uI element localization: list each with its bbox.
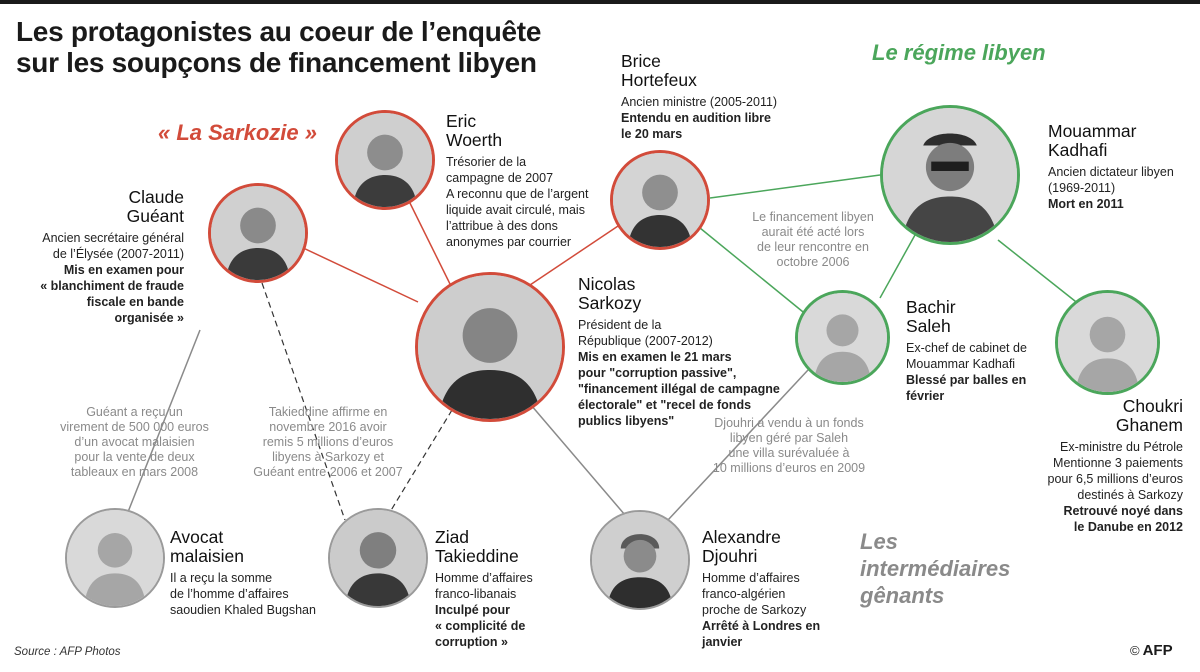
woerth-status-1: A reconnu que de l’argent [446, 187, 589, 201]
note-gueant-virement-line-2: virement de 500 000 euros [60, 420, 209, 434]
kadhafi-role-1: Ancien dictateur libyen [1048, 165, 1174, 179]
sarkozy-status-2: pour "corruption passive", [578, 366, 737, 380]
note-djouhri-villa-line-1: Djouhri a vendu à un fonds [714, 416, 864, 430]
afp-logo-text: AFP [1142, 642, 1173, 659]
takieddine-last-name: Takieddine [435, 546, 519, 566]
gueant-role-1: Ancien secrétaire général [42, 231, 184, 245]
group-label-intermediaires-line-1: Les [860, 529, 898, 554]
person-silhouette-icon [330, 510, 426, 606]
woerth-photo [335, 110, 435, 210]
person-silhouette-icon [592, 512, 688, 608]
note-takieddine-remis [243, 405, 413, 480]
saleh-status-1: Blessé par balles en [906, 373, 1027, 387]
djouhri-first-name: Alexandre [702, 527, 781, 547]
person-silhouette-icon [613, 153, 707, 247]
gueant-status-2: « blanchiment de fraude [40, 279, 184, 293]
gueant-first-name: Claude [128, 187, 184, 207]
note-gueant-virement-line-3: d’un avocat malaisien [74, 435, 195, 449]
group-label-regime: Le régime libyen [872, 40, 1046, 65]
saleh-info [906, 298, 1027, 404]
ghanem-role-3: pour 6,5 millions d’euros [1047, 472, 1183, 486]
gueant-name [14, 188, 184, 226]
title-line-1: Les protagonistes au coeur de l’enquête [16, 16, 542, 47]
sarkozy-status-5: publics libyens" [578, 414, 675, 428]
kadhafi-role-2: (1969-2011) [1048, 181, 1116, 195]
woerth-first-name: Eric [446, 111, 477, 131]
person-silhouette-icon [67, 510, 163, 606]
saleh-first-name: Bachir [906, 297, 956, 317]
note-financement-line-1: Le financement libyen [752, 210, 874, 224]
page-title [16, 16, 541, 78]
avocat-role-3: saoudien Khaled Bugshan [170, 603, 316, 617]
hortefeux-last-name: Hortefeux [621, 70, 697, 90]
hortefeux-status-1: Entendu en audition libre [621, 111, 771, 125]
note-djouhri-villa [700, 416, 878, 476]
group-label-intermediaires-line-2: intermédiaires [860, 556, 1011, 581]
takieddine-photo [328, 508, 428, 608]
hortefeux-name [621, 52, 777, 90]
note-takieddine-remis-line-1: Takieddine affirme en [268, 405, 388, 419]
woerth-status-2: liquide avait circulé, mais [446, 203, 585, 217]
group-label-intermediaires [860, 528, 1010, 609]
djouhri-role-1: Homme d’affaires [702, 571, 800, 585]
djouhri-status-1: Arrêté à Londres en [702, 619, 821, 633]
avocat-role-1: Il a reçu la somme [170, 571, 273, 585]
woerth-info [446, 112, 588, 250]
saleh-role-1: Ex-chef de cabinet de [906, 341, 1027, 355]
title-line-2: sur les soupçons de financement libyen [16, 47, 537, 78]
gueant-status-4: organisée » [114, 311, 184, 325]
person-silhouette-icon [338, 113, 432, 207]
ghanem-first-name: Choukri [1122, 396, 1183, 416]
avocat-photo [65, 508, 165, 608]
ghanem-status-1: Retrouvé noyé dans [1063, 504, 1183, 518]
sarkozy-last-name: Sarkozy [578, 293, 642, 313]
kadhafi-last-name: Kadhafi [1048, 140, 1108, 160]
note-djouhri-villa-line-3: une villa surévaluée à [728, 446, 850, 460]
ghanem-role-1: Ex-ministre du Pétrole [1060, 440, 1183, 454]
djouhri-name [702, 528, 820, 566]
sarkozy-status-1: Mis en examen le 21 mars [578, 350, 732, 364]
djouhri-status-2: janvier [702, 635, 743, 649]
note-takieddine-remis-line-2: novembre 2016 avoir [269, 420, 387, 434]
note-gueant-virement [52, 405, 217, 480]
sarkozy-first-name: Nicolas [578, 274, 636, 294]
sarkozy-role-2: République (2007-2012) [578, 334, 713, 348]
avocat-name-line-1: Avocat [170, 527, 224, 547]
takieddine-status-2: « complicité de [435, 619, 526, 633]
takieddine-status-1: Inculpé pour [435, 603, 510, 617]
gueant-photo [208, 183, 308, 283]
sarkozy-status-3: "financement illégal de campagne [578, 382, 780, 396]
gueant-last-name: Guéant [126, 206, 184, 226]
note-financement-line-3: de leur rencontre en [757, 240, 869, 254]
takieddine-info [435, 528, 533, 650]
note-financement-line-4: octobre 2006 [776, 255, 850, 269]
ghanem-last-name: Ghanem [1115, 415, 1183, 435]
group-label-sarkozie: « La Sarkozie » [158, 120, 317, 145]
ghanem-status-2: le Danube en 2012 [1073, 520, 1183, 534]
source-credit: Source : AFP Photos [14, 646, 121, 658]
note-financement-line-2: aurait été acté lors [761, 225, 865, 239]
djouhri-role-3: proche de Sarkozy [702, 603, 807, 617]
ghanem-photo [1055, 290, 1160, 395]
afp-logo [1130, 642, 1173, 659]
sarkozy-photo [415, 272, 565, 422]
hortefeux-status-2: le 20 mars [621, 127, 683, 141]
saleh-name [906, 298, 1027, 336]
note-gueant-virement-line-1: Guéant a reçu un [86, 405, 183, 419]
ghanem-role-2: Mentionne 3 paiements [1053, 456, 1183, 470]
woerth-status-4: anonymes par courrier [446, 235, 572, 249]
link-hortefeux-kadhafi [710, 175, 880, 198]
woerth-role-2: campagne de 2007 [446, 171, 554, 185]
hortefeux-photo [610, 150, 710, 250]
note-financement [733, 210, 893, 270]
link-gueant-takieddine [262, 283, 345, 520]
hortefeux-first-name: Brice [621, 51, 661, 71]
takieddine-status-3: corruption » [435, 635, 508, 649]
djouhri-info [702, 528, 820, 650]
takieddine-first-name: Ziad [435, 527, 470, 547]
avocat-info [170, 528, 316, 618]
note-takieddine-remis-line-5: Guéant entre 2006 et 2007 [253, 465, 403, 479]
avocat-name-line-2: malaisien [170, 546, 244, 566]
woerth-role-1: Trésorier de la [446, 155, 527, 169]
ghanem-info [1000, 397, 1183, 535]
saleh-photo [795, 290, 890, 385]
djouhri-last-name: Djouhri [702, 546, 758, 566]
sarkozy-name [578, 275, 780, 313]
note-gueant-virement-line-4: pour la vente de deux [74, 450, 195, 464]
gueant-info [14, 188, 184, 326]
takieddine-role-1: Homme d’affaires [435, 571, 533, 585]
person-silhouette-icon [418, 275, 562, 419]
note-gueant-virement-line-5: tableaux en mars 2008 [70, 465, 199, 479]
sarkozy-status-4: électorale" et "recel de fonds [578, 398, 752, 412]
kadhafi-first-name: Mouammar [1048, 121, 1137, 141]
link-woerth-sarkozy [405, 193, 452, 288]
note-takieddine-remis-line-4: libyens à Sarkozy et [272, 450, 384, 464]
person-silhouette-icon [1058, 293, 1157, 392]
link-kadhafi-ghanem [998, 240, 1080, 305]
person-silhouette-icon [883, 108, 1017, 242]
gueant-role-2: de l’Élysée (2007-2011) [52, 247, 184, 261]
note-djouhri-villa-line-2: libyen géré par Saleh [729, 431, 849, 445]
person-silhouette-icon [798, 293, 887, 382]
takieddine-name [435, 528, 533, 566]
hortefeux-info [621, 52, 777, 142]
note-djouhri-villa-line-4: 10 millions d’euros en 2009 [712, 461, 866, 475]
woerth-status-3: l’attribue à des dons [446, 219, 558, 233]
djouhri-role-2: franco-algérien [702, 587, 786, 601]
ghanem-role-4: destinés à Sarkozy [1077, 488, 1183, 502]
avocat-name [170, 528, 316, 566]
woerth-name [446, 112, 588, 150]
saleh-status-2: février [906, 389, 945, 403]
group-label-intermediaires-line-3: gênants [860, 583, 945, 608]
hortefeux-role-1: Ancien ministre (2005-2011) [621, 95, 778, 109]
djouhri-photo [590, 510, 690, 610]
woerth-last-name: Woerth [446, 130, 503, 150]
saleh-last-name: Saleh [906, 316, 951, 336]
gueant-status-1: Mis en examen pour [63, 263, 184, 277]
kadhafi-name [1048, 122, 1174, 160]
kadhafi-info [1048, 122, 1174, 212]
avocat-role-2: de l’homme d’affaires [170, 587, 289, 601]
sarkozy-info [578, 275, 780, 429]
copyright-symbol: © [1130, 643, 1140, 658]
kadhafi-photo [880, 105, 1020, 245]
saleh-role-2: Mouammar Kadhafi [906, 357, 1016, 371]
takieddine-role-2: franco-libanais [435, 587, 517, 601]
gueant-status-3: fiscale en bande [86, 295, 184, 309]
sarkozy-role-1: Président de la [578, 318, 662, 332]
ghanem-name [1000, 397, 1183, 435]
person-silhouette-icon [211, 186, 305, 280]
kadhafi-status-1: Mort en 2011 [1048, 197, 1124, 211]
note-takieddine-remis-line-3: remis 5 millions d’euros [262, 435, 394, 449]
